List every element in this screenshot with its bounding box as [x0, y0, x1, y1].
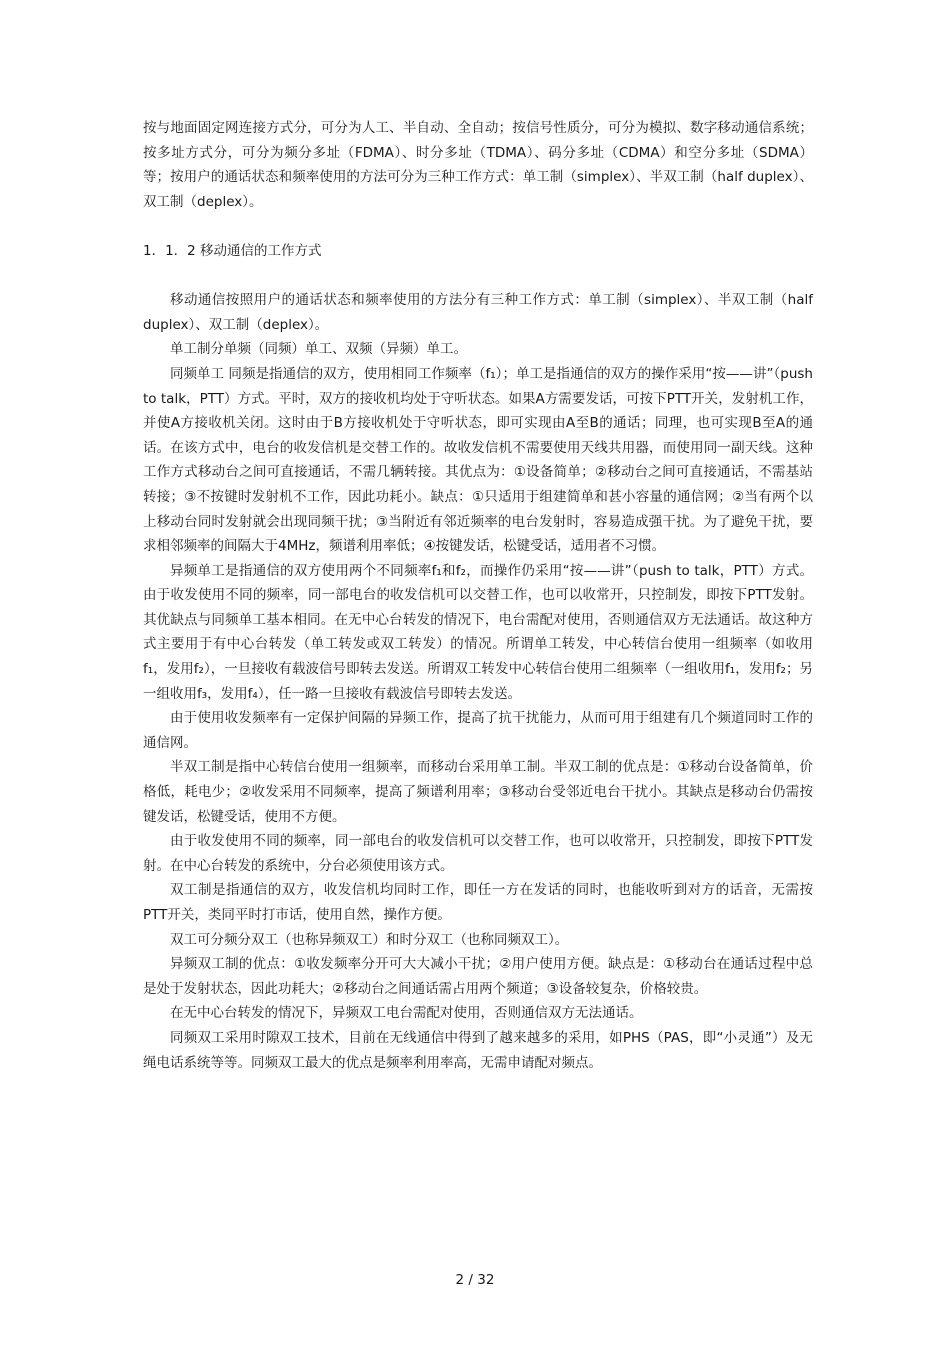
paragraph-half-duplex: 半双工制是指中心转信台使用一组频率，而移动台采用单工制。半双工制的优点是：①移动台设备简单，价格低，耗电少；②收发采用不同频率，提高了频谱利用率；③移动台受邻近电台干扰小。其缺点是移动台仍需按键发话，松键受话，使用不方便。 — [143, 759, 813, 825]
spacer — [143, 214, 813, 239]
section-heading: 1．1．2 移动通信的工作方式 — [143, 242, 322, 259]
document-body — [143, 116, 813, 1075]
spacer — [143, 264, 813, 289]
paragraph-fdd-pros-cons: 异频双工制的优点：①收发频率分开可大大减小干扰；②用户使用方便。缺点是：①移动台在通话过程中总是处于发射状态，因此功耗大；②移动台之间通话需占用两个频道；③设备较复杂，价格较贵。 — [143, 956, 813, 997]
paragraph-duplex: 双工制是指通信的双方，收发信机均同时工作，即任一方在发话的同时，也能收听到对方的话音，无需按PTT开关，类同平时打市话，使用自然，操作方便。 — [143, 882, 813, 923]
paragraph-half-duplex-operation: 由于收发使用不同的频率，同一部电台的收发信机可以交替工作，也可以收常开，只控制发，即按下PTT发射。在中心台转发的系统中，分台必须使用该方式。 — [143, 833, 813, 874]
paragraph-same-frequency-simplex: 同频单工 同频是指通信的双方，使用相同工作频率（f₁）；单工是指通信的双方的操作采用“按——讲”（push to talk，PTT）方式。平时，双方的接收机均处于守听状态。如果A方需要发话，可按下PTT开关，发射机工作，并使A方接收机关闭。这时由于B方接收机处于守听状态，即可实现由A至B的通话；同理，也可实现B至A的通话。在该方式中，电台的收发信机是交替工作的。故收发信机不需要使用天线共用器，而使用同一副天线。这种工作方式移动台之间可直接通话，不需几辆转接。其优点为：①设备简单；②移动台之间可直接通话，不需基站转接；③不按键时发射机不工作，因此功耗小。缺点：①只适用于组建简单和甚小容量的通信网；②当有两个以上移动台同时发射就会出现同频干扰；③当附近有邻近频率的电台发射时，容易造成强干扰。为了避免干扰，要求相邻频率的间隔大于4MHz，频谱利用率低；④按键发话，松键受话，适用者不习惯。 — [143, 365, 813, 555]
page-number: 2 / 32 — [455, 1272, 495, 1288]
paragraph-different-frequency-simplex: 异频单工是指通信的双方使用两个不同频率f₁和f₂，而操作仍采用“按——讲”（push to talk，PTT）方式。由于收发使用不同的频率，同一部电台的收发信机可以交替工作，也可以收常开，只控制发，即按下PTT发射。其优缺点与同频单工基本相同。在无中心台转发的情况下，电台需配对使用，否则通信双方无法通话。故这种方式主要用于有中心台转发（单工转发或双工转发）的情况。所谓单工转发，中心转信台使用一组频率（如收用f₁，发用f₂），一旦接收有载波信号即转去发送。所谓双工转发中心转信台使用二组频率（一组收用f₁，发用f₂；另一组收用f₃，发用f₄），任一路一旦接收有载波信号即转去发送。 — [143, 562, 813, 702]
paragraph-tdd: 同频双工采用时隙双工技术，目前在无线通信中得到了越来越多的采用，如PHS（PAS，即“小灵通”）及无绳电话系统等等。同频双工最大的优点是频率利用率高，无需申请配对频点。 — [143, 1029, 813, 1071]
paragraph-duplex-types: 双工可分频分双工（也称异频双工）和时分双工（也称同频双工）。 — [170, 931, 569, 948]
paragraph-simplex-types: 单工制分单频（同频）单工、双频（异频）单工。 — [170, 341, 467, 358]
paragraph-intro: 移动通信按照用户的通话状态和频率使用的方法分有三种工作方式：单工制（simplex）、半双工制（half duplex）、双工制（deplex）。 — [143, 292, 813, 333]
paragraph-classification: 按与地面固定网连接方式分，可分为人工、半自动、全自动；按信号性质分，可分为模拟、数字移动通信系统；按多址方式分，可分为频分多址（FDMA）、时分多址（TDMA）、码分多址（CDMA）和空分多址（SDMA）等；按用户的通话状态和频率使用的方法可分为三种工作方式：单工制（simplex）、半双工制（half duplex）、双工制（deplex）。 — [143, 120, 813, 210]
paragraph-fdd-pairing: 在无中心台转发的情况下，异频双工电台需配对使用，否则通信双方无法通话。 — [170, 1005, 643, 1022]
paragraph-interference: 由于使用收发频率有一定保护间隔的异频工作，提高了抗干扰能力，从而可用于组建有几个频道同时工作的通信网。 — [143, 710, 813, 751]
